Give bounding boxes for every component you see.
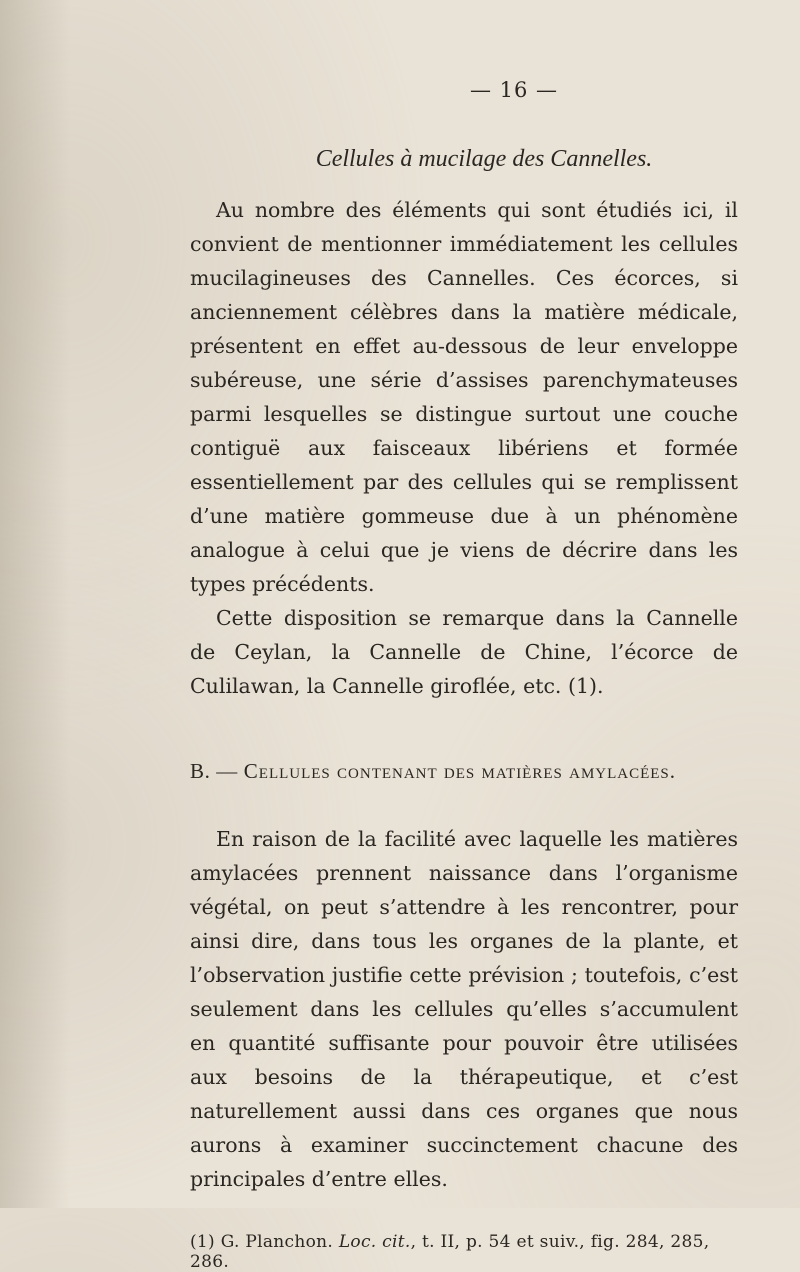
subsection-heading: Cellules contenant des matières amylacées. [243,759,677,783]
footnote-reference: Loc. cit. [338,1232,411,1252]
page-number: — 16 — [469,78,559,102]
section-title: Cellules à mucilage des Cannelles. [315,146,653,172]
subsection-prefix: B. — [190,759,238,783]
footnote-author: G. Planchon. [220,1232,334,1252]
paragraph-3: En raison de la facilité avec laquelle les matières amylacées prennent naissance dans l’organisme végétal, on peut s’attendre à les rencontrer, pour ainsi dire, dans tous les organes de la plante, et l’observation justifie cette prévision ; toutefois, c’est seulement dans les cellules qu’elles s’accumulent en quantité suffisante pour pouvoir être utilisées aux besoins de la thérapeutique, et c’est naturellement aussi dans ces organes que nous aurons à examiner succinctement chacune des principales d’entre elles. [190,827,738,1191]
paragraph-1: Au nombre des éléments qui sont étudiés ici, il convient de mentionner immédiatement les cellules mucilagineuses des Cannelles. Ces écorces, si anciennement célèbres dans la matière médicale, présentent en effet au-dessous de leur enveloppe subéreuse, une série d’assises parenchymateuses parmi lesquelles se distingue surtout une couche contiguë aux faisceaux libériens et formée essentiellement par des cellules qui se remplissent d’une matière gommeuse due à un phénomène analogue à celui que je viens de décrire dans les types précédents. [190,198,738,596]
footnote [190,1232,738,1272]
footnote-reference-rest: , t. II, p. 54 et suiv., fig. 284, 285, 286. [190,1232,710,1272]
subsection-title [190,759,738,784]
footnote-marker: (1) [190,1232,215,1252]
page-edge-shadow [0,0,70,1208]
paragraph-2: Cette disposition se remarque dans la Cannelle de Ceylan, la Cannelle de Chine, l’écorce de Culilawan, la Cannelle giroflée, etc. (1). [190,606,738,698]
page-text-block [190,78,738,1272]
